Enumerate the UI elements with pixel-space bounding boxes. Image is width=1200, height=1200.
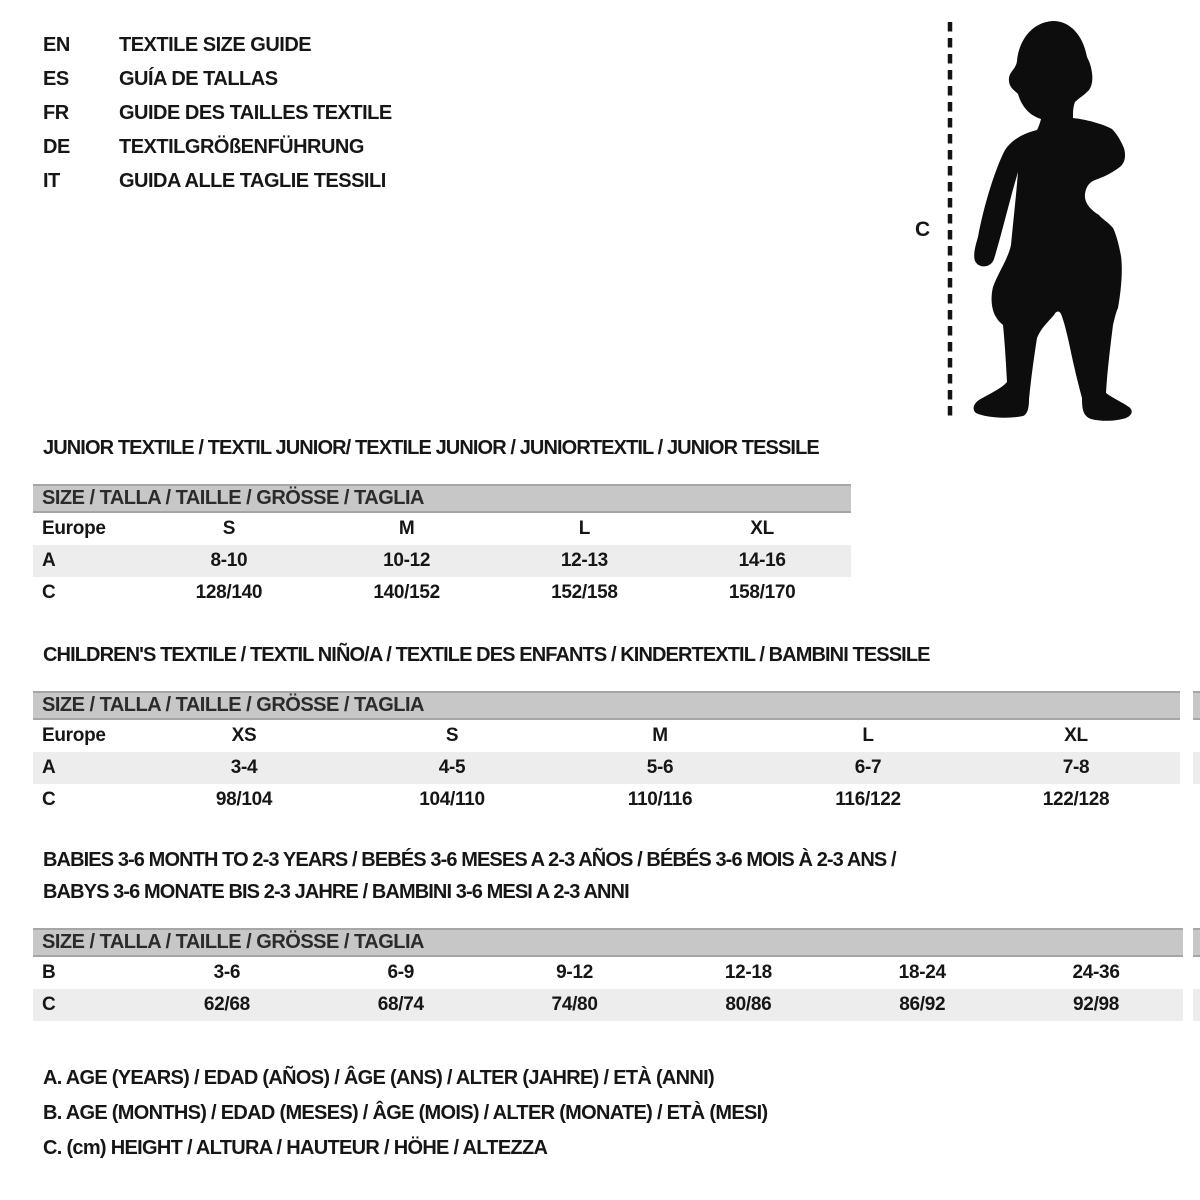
age-cell: 3-4 <box>230 757 258 778</box>
age-cell: 24-36 <box>1072 962 1120 983</box>
language-row <box>43 130 392 164</box>
height-cell: 116/122 <box>835 789 901 810</box>
table-row <box>33 513 851 545</box>
height-cell: 86/92 <box>899 994 946 1015</box>
measurement-legend <box>43 1061 767 1166</box>
age-cell: 7-8 <box>1062 757 1090 778</box>
language-row <box>43 62 392 96</box>
language-code: EN <box>43 34 70 56</box>
row-label: C <box>42 994 56 1015</box>
size-cell: XS <box>231 725 257 746</box>
age-cell: 10-12 <box>383 550 431 571</box>
language-title: TEXTILE SIZE GUIDE <box>119 34 312 56</box>
size-table-header: SIZE / TALLA / TAILLE / GRÖSSE / TAGLIA <box>33 691 1180 720</box>
size-table-header: SIZE / TALLA / TAILLE / GRÖSSE / TAGLIA <box>33 928 1183 957</box>
row-label: Europe <box>42 518 106 539</box>
table-row <box>33 989 1183 1021</box>
size-cell: L <box>862 725 874 746</box>
language-title: TEXTILGRÖßENFÜHRUNG <box>119 136 364 158</box>
height-cell: 140/152 <box>373 582 440 603</box>
row-label: A <box>42 550 56 571</box>
junior-size-table <box>33 484 851 609</box>
row-label: C <box>42 789 56 810</box>
age-cell: 18-24 <box>898 962 946 983</box>
size-cell: XL <box>750 518 774 539</box>
language-row <box>43 164 392 198</box>
language-code: IT <box>43 170 60 192</box>
children-size-table <box>33 691 1180 816</box>
height-cell: 92/98 <box>1073 994 1120 1015</box>
junior-section-heading: JUNIOR TEXTILE / TEXTIL JUNIOR/ TEXTILE JUNIOR / JUNIORTEXTIL / JUNIOR TESSILE <box>43 437 819 459</box>
language-code: DE <box>43 136 70 158</box>
age-cell: 3-6 <box>213 962 241 983</box>
language-list <box>43 28 392 198</box>
height-cell: 152/158 <box>551 582 618 603</box>
age-cell: 5-6 <box>646 757 674 778</box>
row-label: B <box>42 962 56 983</box>
legend-line-a: A. AGE (YEARS) / EDAD (AÑOS) / ÂGE (ANS) / ALTER (JAHRE) / ETÀ (ANNI) <box>43 1067 714 1089</box>
height-measure-label: C <box>915 218 931 241</box>
table-row <box>33 752 1180 784</box>
babies-heading-line1: BABIES 3-6 MONTH TO 2-3 YEARS / BEBÉS 3-6 MESES A 2-3 AÑOS / BÉBÉS 3-6 MOIS À 2-3 ANS / <box>43 849 896 871</box>
size-table-header: SIZE / TALLA / TAILLE / GRÖSSE / TAGLIA <box>33 484 851 513</box>
age-cell: 6-7 <box>854 757 882 778</box>
toddler-silhouette <box>974 21 1132 421</box>
language-code: FR <box>43 102 69 124</box>
size-cell: M <box>398 518 415 539</box>
height-cell: 158/170 <box>728 582 796 603</box>
age-cell: 8-10 <box>210 550 248 571</box>
age-cell: 4-5 <box>438 757 466 778</box>
age-cell: 14-16 <box>738 550 786 571</box>
age-cell: 6-9 <box>387 962 415 983</box>
language-title: GUIDA ALLE TAGLIE TESSILI <box>119 170 386 192</box>
table-edge-fragment <box>1193 691 1200 816</box>
language-row <box>43 28 392 62</box>
toddler-figure <box>940 19 1145 421</box>
table-edge-fragment <box>1193 928 1200 1021</box>
language-row <box>43 96 392 130</box>
table-row <box>33 957 1183 989</box>
size-cell: S <box>445 725 459 746</box>
row-label: Europe <box>42 725 106 746</box>
language-title: GUÍA DE TALLAS <box>119 68 278 90</box>
babies-size-table <box>33 928 1183 1021</box>
height-cell: 110/116 <box>627 789 693 810</box>
table-row <box>33 720 1180 752</box>
height-cell: 68/74 <box>377 994 424 1015</box>
height-cell: 98/104 <box>215 789 273 810</box>
height-cell: 80/86 <box>725 994 772 1015</box>
row-label: C <box>42 582 56 603</box>
language-code: ES <box>43 68 69 90</box>
size-cell: L <box>578 518 591 539</box>
legend-line-c: C. (cm) HEIGHT / ALTURA / HAUTEUR / HÖHE / ALTEZZA <box>43 1137 548 1159</box>
legend-line-b: B. AGE (MONTHS) / EDAD (MESES) / ÂGE (MOIS) / ALTER (MONATE) / ETÀ (MESI) <box>43 1102 768 1124</box>
children-section-heading: CHILDREN'S TEXTILE / TEXTIL NIÑO/A / TEXTILE DES ENFANTS / KINDERTEXTIL / BAMBINI TESSILE <box>43 644 930 666</box>
babies-section-heading <box>43 844 896 908</box>
age-cell: 12-13 <box>560 550 608 571</box>
age-cell: 9-12 <box>556 962 593 983</box>
height-cell: 104/110 <box>419 789 485 810</box>
table-row <box>33 545 851 577</box>
height-cell: 128/140 <box>195 582 263 603</box>
height-cell: 62/68 <box>203 994 250 1015</box>
size-cell: M <box>652 725 668 746</box>
height-cell: 74/80 <box>551 994 598 1015</box>
size-cell: S <box>222 518 236 539</box>
height-cell: 122/128 <box>1042 789 1110 810</box>
language-title: GUIDE DES TAILLES TEXTILE <box>119 102 392 124</box>
table-row <box>33 577 851 609</box>
age-cell: 12-18 <box>724 962 772 983</box>
babies-heading-line2: BABYS 3-6 MONATE BIS 2-3 JAHRE / BAMBINI 3-6 MESI A 2-3 ANNI <box>43 881 629 903</box>
table-row <box>33 784 1180 816</box>
size-cell: XL <box>1064 725 1088 746</box>
row-label: A <box>42 757 56 778</box>
